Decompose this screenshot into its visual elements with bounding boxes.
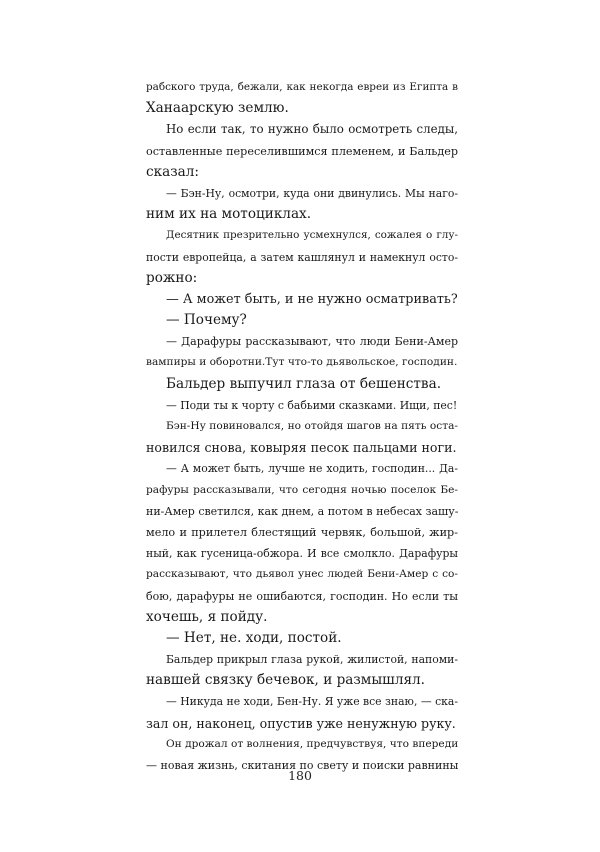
- text-line: — Нет, не. ходи, постой.: [166, 629, 342, 646]
- text-line: — Дарафуры рассказывают, что люди Бени-Амер: [166, 335, 458, 349]
- text-line: Бэн-Ну повиновался, но отойдя шагов на пять оста-: [166, 420, 458, 432]
- text-line: Десятник презрительно усмехнулся, сожалея о глу-: [166, 229, 458, 242]
- text-line: ним их на мотоциклах.: [146, 206, 312, 223]
- text-line: новился снова, ковыряя песок пальцами ноги.: [146, 440, 457, 456]
- text-line: оставленные переселившимся племенем, и Бальдер: [146, 144, 458, 158]
- text-line: зал он, наконец, опустив уже ненужную руку.: [146, 715, 456, 731]
- text-line: рабского труда, бежали, как некогда евреи из Египта в: [146, 81, 458, 93]
- page-text: [146, 77, 458, 776]
- text-line: — А может быть, лучше не ходить, господин... Да-: [166, 462, 458, 476]
- text-line: — А может быть, и не нужно осматривать?: [166, 291, 458, 307]
- page-number: 180: [288, 768, 312, 783]
- text-line: рожно:: [146, 269, 198, 286]
- text-line: рафуры рассказывали, что сегодня ночью поселок Бе-: [146, 483, 458, 496]
- text-line: рассказывают, что дьявол унес людей Бени-Амер с со-: [146, 568, 458, 581]
- text-line: — Никуда не ходи, Бен-Ну. Я уже все знаю, — ска-: [166, 695, 458, 709]
- text-line: вампиры и оборотни.Тут что-то дьявольское, господин.: [146, 356, 458, 369]
- text-line: Ханаарскую землю.: [146, 100, 289, 117]
- text-line: Он дрожал от волнения, предчувствуя, что впереди: [166, 737, 459, 750]
- text-line: сказал:: [146, 163, 199, 180]
- text-line: ни-Амер светился, как днем, а потом в небесах зашу-: [146, 504, 459, 518]
- text-line: мело и прилетел блестящий червяк, большой, жир-: [146, 525, 458, 539]
- text-line: пости европейца, а затем кашлянул и намекнул осто-: [146, 250, 458, 264]
- text-line: ный, как гусеница-обжора. И все смолкло. Дарафуры: [146, 547, 458, 561]
- text-line: бою, дарафуры не ошибаются, господин. Но если ты: [146, 589, 458, 603]
- text-line: Бальдер выпучил глаза от бешенства.: [166, 375, 442, 392]
- text-line: Но если так, то нужно было осмотреть следы,: [166, 122, 458, 137]
- text-line: хочешь, я пойду.: [146, 608, 268, 625]
- text-line: навшей связку бечевок, и размышлял.: [146, 672, 425, 689]
- text-line: — Поди ты к чорту с бабьими сказками. Ищи, пес!: [166, 398, 458, 412]
- text-line: — Бэн-Ну, осмотри, куда они двинулись. Мы наго-: [166, 186, 458, 200]
- text-line: — Почему?: [166, 312, 247, 329]
- text-line: — новая жизнь, скитания по свету и поиски равнины: [146, 759, 459, 772]
- text-line: Бальдер прикрыл глаза рукой, жилистой, напоми-: [166, 653, 458, 667]
